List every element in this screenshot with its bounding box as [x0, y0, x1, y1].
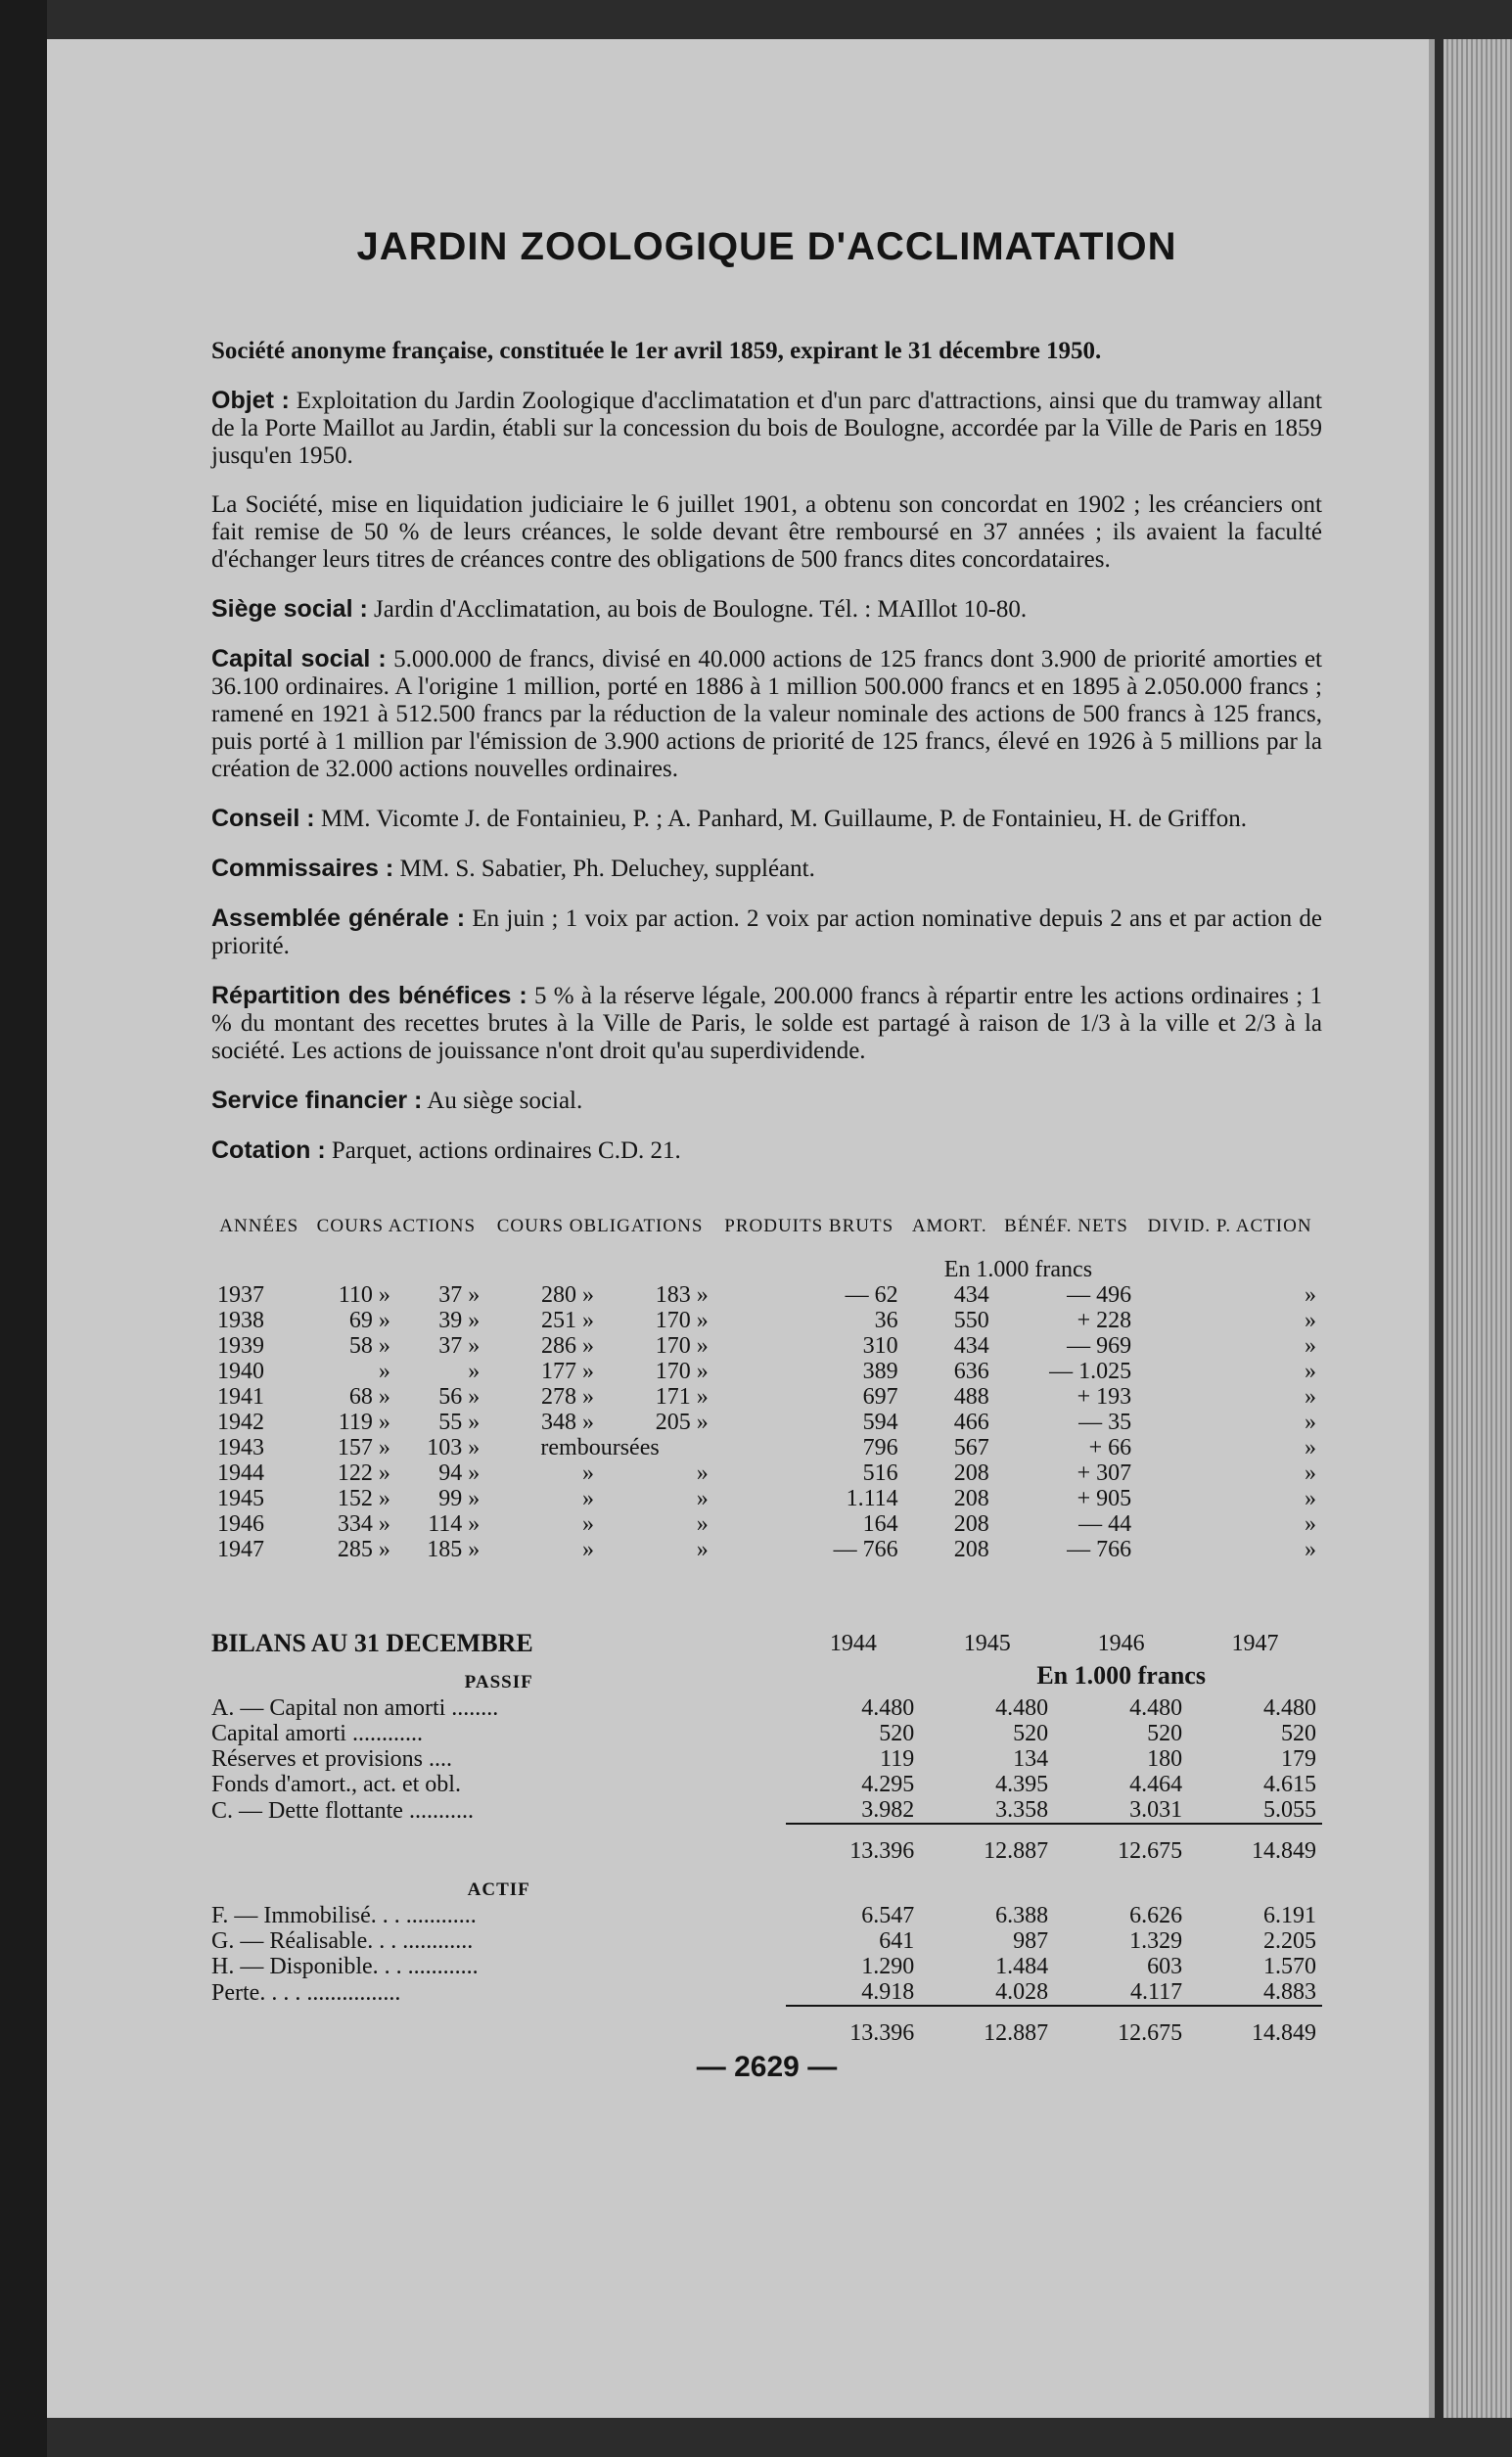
- balance-value: 3.031: [1129, 1797, 1183, 1823]
- table-cell: »: [1305, 1384, 1316, 1410]
- table-cell: »: [582, 1537, 595, 1562]
- table-cell: »: [1305, 1333, 1316, 1359]
- table-cell: — 44: [1078, 1511, 1132, 1537]
- balance-value: 987: [1013, 1928, 1049, 1954]
- balance-value: 3.358: [995, 1797, 1049, 1823]
- section-text: Au siège social.: [427, 1088, 583, 1114]
- section-paragraph: [211, 595, 1322, 624]
- table-cell: »: [1305, 1486, 1316, 1511]
- table-cell: »: [1305, 1359, 1316, 1384]
- section-paragraph: [211, 855, 1322, 883]
- table-cell: 170 »: [655, 1359, 709, 1384]
- table-cell: 1943: [217, 1435, 264, 1460]
- total-row: [211, 2006, 1322, 2046]
- balance-row: [211, 1903, 1322, 1928]
- table-cell: 152 »: [337, 1486, 390, 1511]
- passif-header-row: [211, 1656, 1322, 1695]
- table-cell: 516: [862, 1460, 898, 1486]
- table-cell: 119 »: [338, 1410, 390, 1435]
- table-cell: 697: [862, 1384, 898, 1410]
- section-label: Siège social :: [211, 595, 368, 623]
- column-header: DIVID. P. ACTION: [1147, 1216, 1312, 1236]
- table-cell: — 766: [1067, 1537, 1132, 1562]
- table-cell: 58 »: [348, 1333, 390, 1359]
- column-header: BÉNÉF. NETS: [1004, 1216, 1128, 1236]
- column-header: AMORT.: [911, 1216, 987, 1236]
- table-cell: — 496: [1067, 1282, 1132, 1308]
- table-cell: 1941: [217, 1384, 264, 1410]
- intro-paragraph: Société anonyme française, constituée le 1er avril 1859, expirant le 31 décembre 1950.: [211, 338, 1102, 364]
- table-cell: 636: [953, 1359, 989, 1384]
- table-cell: — 62: [845, 1282, 898, 1308]
- balance-value: 4.918: [861, 1979, 915, 2005]
- table-cell: 1947: [217, 1537, 264, 1562]
- balance-value: 119: [880, 1746, 915, 1772]
- section-label: Assemblée générale :: [211, 904, 466, 932]
- table-cell: 280 »: [541, 1282, 595, 1308]
- section-text: La Société, mise en liquidation judiciaire le 6 juillet 1901, a obtenu son concordat en 1902 ; les créanciers ont fait remise de 50 % de leurs créances, le solde devant être remboursé en 37 années ; ils avaient la faculté d'échanger leurs titres de créances contre des obligations de 500 francs dites concordataires.: [211, 491, 1322, 573]
- table-cell: 1946: [217, 1511, 264, 1537]
- unit-note-row: [211, 1257, 1322, 1282]
- table-row: [211, 1282, 1322, 1308]
- spacer-cell: [211, 1824, 786, 1864]
- table-cell: 185 »: [427, 1537, 481, 1562]
- table-cell: — 766: [833, 1537, 898, 1562]
- table-cell: 389: [862, 1359, 898, 1384]
- balance-label: C. — Dette flottante ...........: [211, 1797, 474, 1824]
- stock-table-header: [211, 1214, 1322, 1257]
- balance-value: 5.055: [1263, 1797, 1316, 1823]
- section-text: MM. S. Sabatier, Ph. Deluchey, suppléant.: [399, 856, 815, 882]
- section-text: Exploitation du Jardin Zoologique d'acclimatation et d'un parc d'attractions, ainsi que du tramway allant de la Porte Maillot au Jardin, établi sur la concession du bois de Boulogne, accordée par la Ville de Paris en 1859 jusqu'en 1950.: [211, 388, 1322, 469]
- balance-value: 4.480: [1263, 1695, 1316, 1721]
- table-cell: 94 »: [438, 1460, 481, 1486]
- table-cell: + 193: [1077, 1384, 1132, 1410]
- balance-row: [211, 1797, 1322, 1824]
- balance-value: 4.480: [1129, 1695, 1183, 1721]
- table-cell: 208: [953, 1511, 989, 1537]
- balance-value: 6.388: [995, 1903, 1049, 1928]
- table-row: [211, 1537, 1322, 1562]
- balance-value: 4.395: [995, 1772, 1049, 1797]
- balance-value: 179: [1281, 1746, 1316, 1772]
- total-value: 13.396: [786, 2006, 920, 2046]
- page-number: — 2629 —: [696, 2051, 838, 2083]
- section-text: Parquet, actions ordinaires C.D. 21.: [331, 1137, 681, 1164]
- table-cell: »: [1305, 1435, 1316, 1460]
- bilans-table-body: [211, 1631, 1322, 2046]
- table-cell: »: [696, 1486, 709, 1511]
- table-cell: 56 »: [438, 1384, 481, 1410]
- balance-value: 6.626: [1129, 1903, 1183, 1928]
- table-cell: 55 »: [438, 1410, 481, 1435]
- year-header: 1946: [1097, 1631, 1145, 1656]
- section-text: MM. Vicomte J. de Fontainieu, P. ; A. Panhard, M. Guillaume, P. de Fontainieu, H. de Griffon.: [320, 806, 1247, 832]
- total-value: 12.887: [920, 2006, 1054, 2046]
- balance-label: Fonds d'amort., act. et obl.: [211, 1772, 461, 1797]
- table-cell: 310: [862, 1333, 898, 1359]
- table-cell: 208: [953, 1486, 989, 1511]
- section-paragraph: [211, 1136, 1322, 1165]
- page-content: [211, 225, 1322, 2046]
- balance-value: 641: [879, 1928, 915, 1954]
- table-cell: »: [582, 1486, 595, 1511]
- table-cell: 286 »: [541, 1333, 595, 1359]
- table-cell: 170 »: [655, 1308, 709, 1333]
- book-spine: [0, 0, 47, 2457]
- table-cell: 466: [953, 1410, 989, 1435]
- balance-label: G. — Réalisable. . . ............: [211, 1928, 474, 1954]
- bilans-header-row: [211, 1631, 1322, 1656]
- table-row: [211, 1384, 1322, 1410]
- table-cell: 1942: [217, 1410, 264, 1435]
- balance-value: 4.117: [1129, 1979, 1183, 2005]
- table-cell: »: [696, 1460, 709, 1486]
- table-cell: 157 »: [337, 1435, 390, 1460]
- section-label: Répartition des bénéfices :: [211, 982, 527, 1009]
- table-cell: 177 »: [541, 1359, 595, 1384]
- table-cell: remboursées: [540, 1435, 660, 1460]
- table-cell: 434: [953, 1282, 989, 1308]
- table-cell: 285 »: [337, 1537, 390, 1562]
- total-value: 12.675: [1054, 1824, 1188, 1864]
- table-cell: »: [1305, 1537, 1316, 1562]
- year-header: 1947: [1231, 1631, 1279, 1656]
- table-cell: »: [582, 1460, 595, 1486]
- spacer-cell: [786, 1656, 920, 1695]
- document-page: [47, 39, 1435, 2418]
- table-cell: 1940: [217, 1359, 264, 1384]
- table-row: [211, 1308, 1322, 1333]
- section-text: En juin ; 1 voix par action. 2 voix par action nominative depuis 2 ans et par action de priorité.: [211, 905, 1322, 959]
- table-cell: 36: [874, 1308, 898, 1333]
- balance-value: 180: [1147, 1746, 1183, 1772]
- section-paragraph: [211, 387, 1322, 470]
- table-cell: — 1.025: [1049, 1359, 1132, 1384]
- table-cell: 171 »: [655, 1384, 709, 1410]
- actif-label: ACTIF: [467, 1879, 530, 1900]
- table-cell: »: [696, 1537, 709, 1562]
- table-cell: 110 »: [338, 1282, 390, 1308]
- table-row: [211, 1511, 1322, 1537]
- table-row: [211, 1435, 1322, 1460]
- table-cell: 39 »: [438, 1308, 481, 1333]
- balance-row: [211, 1746, 1322, 1772]
- column-header: COURS ACTIONS: [316, 1216, 477, 1236]
- balance-label: Réserves et provisions ....: [211, 1746, 452, 1772]
- unit-note: En 1.000 francs: [1036, 1661, 1206, 1690]
- table-cell: 594: [862, 1410, 898, 1435]
- table-row: [211, 1410, 1322, 1435]
- stock-table-body: [211, 1257, 1322, 1562]
- spacer-cell: [211, 2006, 786, 2046]
- year-header: 1945: [963, 1631, 1011, 1656]
- table-cell: 1939: [217, 1333, 264, 1359]
- balance-value: 520: [1281, 1721, 1316, 1746]
- balance-value: 4.028: [995, 1979, 1049, 2005]
- balance-label: H. — Disponible. . . ............: [211, 1954, 479, 1979]
- year-header: 1944: [829, 1631, 877, 1656]
- table-row: [211, 1359, 1322, 1384]
- section-text: 5 % à la réserve légale, 200.000 francs à répartir entre les actions ordinaires ; 1 % du montant des recettes brutes à la Ville de Paris, le solde est partagé à raison de 1/3 à la ville et 2/3 à la société. Les actions de jouissance n'ont droit qu'au superdividende.: [211, 983, 1323, 1064]
- total-value: 14.849: [1188, 1824, 1322, 1864]
- table-cell: 208: [953, 1460, 989, 1486]
- section-paragraph: [211, 904, 1322, 960]
- balance-row: [211, 1772, 1322, 1797]
- balance-value: 4.480: [995, 1695, 1049, 1721]
- table-cell: 208: [953, 1537, 989, 1562]
- balance-value: 603: [1147, 1954, 1183, 1979]
- unit-note: En 1.000 francs: [943, 1257, 1093, 1282]
- table-cell: 488: [953, 1384, 989, 1410]
- section-paragraph: [211, 645, 1322, 783]
- total-value: 12.887: [920, 1824, 1054, 1864]
- table-cell: »: [1305, 1308, 1316, 1333]
- table-cell: »: [1305, 1410, 1316, 1435]
- balance-value: 6.191: [1263, 1903, 1316, 1928]
- table-cell: 434: [953, 1333, 989, 1359]
- total-value: 14.849: [1188, 2006, 1322, 2046]
- balance-value: 520: [1147, 1721, 1183, 1746]
- balance-value: 4.883: [1263, 1979, 1316, 2005]
- section-paragraph: [211, 491, 1322, 574]
- table-cell: 114 »: [428, 1511, 481, 1537]
- column-header: ANNÉES: [219, 1216, 299, 1236]
- bilans-table: [211, 1631, 1322, 2046]
- total-value: 12.675: [1054, 2006, 1188, 2046]
- table-cell: 37 »: [438, 1282, 481, 1308]
- table-cell: + 307: [1077, 1460, 1132, 1486]
- table-cell: 69 »: [348, 1308, 390, 1333]
- table-cell: 68 »: [348, 1384, 390, 1410]
- table-cell: 1944: [217, 1460, 264, 1486]
- table-cell: 348 »: [541, 1410, 595, 1435]
- section-text: 5.000.000 de francs, divisé en 40.000 actions de 125 francs dont 3.900 de priorité amorties et 36.100 ordinaires. A l'origine 1 million, porté en 1886 à 1 million 500.000 francs et en 1895 à 2.050.000 francs ; ramené en 1921 à 512.500 francs par la réduction de la valeur nominale des actions de 500 francs à 125 francs, puis porté à 1 million par l'émission de 3.900 actions de priorité de 125 francs, élevé en 1926 à 5 millions par la création de 32.000 actions nouvelles ordinaires.: [211, 646, 1323, 782]
- table-cell: »: [582, 1511, 595, 1537]
- balance-value: 2.205: [1263, 1928, 1316, 1954]
- table-cell: »: [1305, 1460, 1316, 1486]
- table-cell: + 905: [1077, 1486, 1132, 1511]
- table-cell: 122 »: [337, 1460, 390, 1486]
- balance-value: 4.615: [1263, 1772, 1316, 1797]
- section-label: Cotation :: [211, 1136, 326, 1164]
- section-paragraph: [211, 805, 1322, 833]
- stock-table: [211, 1214, 1322, 1562]
- page-title: JARDIN ZOOLOGIQUE D'ACCLIMATATION: [356, 225, 1177, 268]
- table-cell: 103 »: [427, 1435, 481, 1460]
- section-label: Capital social :: [211, 645, 387, 672]
- balance-row: [211, 1695, 1322, 1721]
- section-paragraph: [211, 982, 1322, 1065]
- company-sections: [211, 387, 1322, 1165]
- balance-value: 1.329: [1129, 1928, 1183, 1954]
- actif-header-row: [211, 1864, 1322, 1903]
- table-cell: 278 »: [541, 1384, 595, 1410]
- table-row: [211, 1333, 1322, 1359]
- table-cell: + 228: [1077, 1308, 1132, 1333]
- table-cell: — 969: [1067, 1333, 1132, 1359]
- column-header: PRODUITS BRUTS: [724, 1216, 894, 1236]
- section-paragraph: [211, 1087, 1322, 1115]
- table-row: [211, 1486, 1322, 1511]
- table-cell: 567: [953, 1435, 989, 1460]
- page-edges: [1443, 39, 1512, 2418]
- balance-value: 1.484: [995, 1954, 1049, 1979]
- total-value: 13.396: [786, 1824, 920, 1864]
- table-cell: 550: [953, 1308, 989, 1333]
- balance-value: 4.295: [861, 1772, 915, 1797]
- table-cell: 37 »: [438, 1333, 481, 1359]
- table-cell: + 66: [1088, 1435, 1132, 1460]
- table-cell: 99 »: [438, 1486, 481, 1511]
- bilans-title: BILANS AU 31 DECEMBRE: [211, 1629, 533, 1657]
- table-cell: »: [1305, 1511, 1316, 1537]
- balance-value: 1.570: [1263, 1954, 1316, 1979]
- table-cell: 170 »: [655, 1333, 709, 1359]
- table-cell: 183 »: [655, 1282, 709, 1308]
- table-cell: »: [468, 1359, 481, 1384]
- table-cell: »: [378, 1359, 390, 1384]
- section-label: Conseil :: [211, 805, 315, 832]
- balance-label: A. — Capital non amorti ........: [211, 1695, 499, 1721]
- balance-value: 6.547: [861, 1903, 915, 1928]
- table-cell: 1937: [217, 1282, 264, 1308]
- passif-label: PASSIF: [464, 1672, 533, 1692]
- balance-row: [211, 1928, 1322, 1954]
- table-row: [211, 1460, 1322, 1486]
- balance-row: [211, 1979, 1322, 2006]
- total-row: [211, 1824, 1322, 1864]
- table-cell: 251 »: [541, 1308, 595, 1333]
- table-cell: 1938: [217, 1308, 264, 1333]
- balance-row: [211, 1954, 1322, 1979]
- balance-value: 1.290: [861, 1954, 915, 1979]
- section-label: Service financier :: [211, 1087, 423, 1114]
- balance-value: 134: [1013, 1746, 1049, 1772]
- table-cell: »: [1305, 1282, 1316, 1308]
- balance-label: Capital amorti ............: [211, 1721, 423, 1746]
- section-label: Objet :: [211, 387, 290, 414]
- table-cell: »: [696, 1511, 709, 1537]
- section-label: Commissaires :: [211, 855, 394, 882]
- table-cell: 164: [862, 1511, 898, 1537]
- balance-label: F. — Immobilisé. . . ............: [211, 1903, 477, 1928]
- balance-value: 4.464: [1129, 1772, 1183, 1797]
- balance-row: [211, 1721, 1322, 1746]
- table-cell: — 35: [1078, 1410, 1132, 1435]
- table-cell: 796: [862, 1435, 898, 1460]
- section-text: Jardin d'Acclimatation, au bois de Boulogne. Tél. : MAIllot 10-80.: [374, 596, 1028, 623]
- balance-value: 520: [879, 1721, 915, 1746]
- balance-label: Perte. . . . ................: [211, 1979, 401, 2006]
- table-cell: 1945: [217, 1486, 264, 1511]
- table-cell: 334 »: [337, 1511, 390, 1537]
- table-cell: 1.114: [846, 1486, 898, 1511]
- column-header: COURS OBLIGATIONS: [496, 1216, 704, 1236]
- balance-value: 520: [1013, 1721, 1049, 1746]
- table-cell: 205 »: [655, 1410, 709, 1435]
- balance-value: 3.982: [861, 1797, 915, 1823]
- balance-value: 4.480: [861, 1695, 915, 1721]
